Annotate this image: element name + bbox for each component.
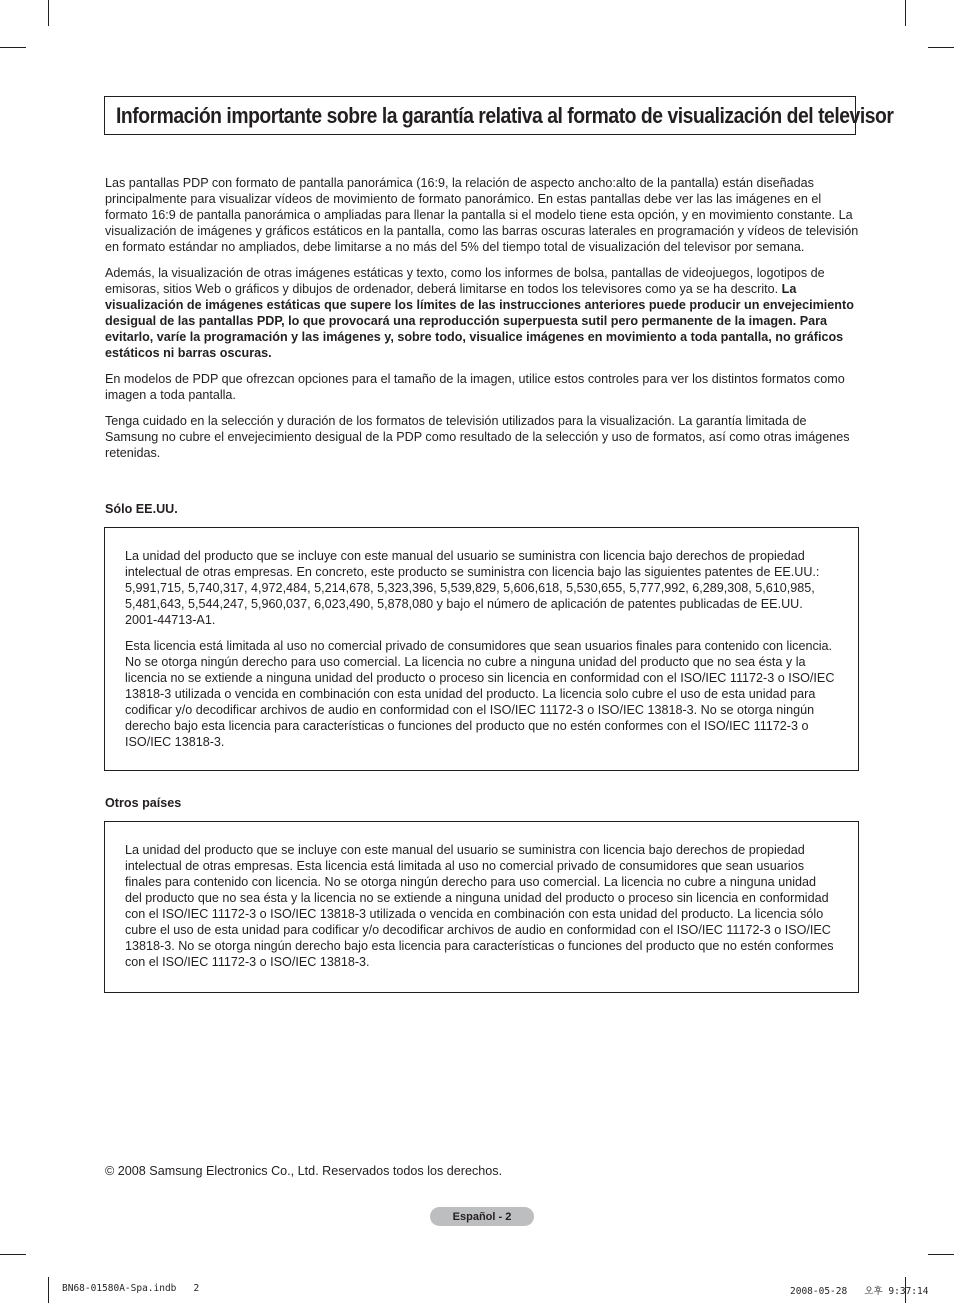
title-box <box>104 96 894 135</box>
footer-timestamp: 2008-05-28 오후 9:37:14 <box>790 1286 929 1297</box>
us-license-box <box>104 527 859 771</box>
us-license-paragraph-1: La unidad del producto que se incluye con este manual del usuario se suministra con licencia bajo derechos de propiedad intelectual de otras empresas. En concreto, este producto se suministra con licencia bajo las siguientes patentes de EE.UU.: 5,991,715, 5,740,317, 4,972,484, 5,214,678, 5,323,396, 5,539,829, 5,606,618, 5,530,655, 5,777,992, 6,289,308, 5,610,985, 5,481,643, 5,544,247, 5,960,037, 6,023,490, 5,878,080 y bajo el número de aplicación de patentes publicadas de EE.UU. 2001-44713-A1. <box>125 549 820 627</box>
other-license-paragraph: La unidad del producto que se incluye con este manual del usuario se suministra con licencia bajo derechos de propiedad intelectual de otras empresas. Esta licencia está limitada al uso no comercial privado de consumidores que sean usuarios finales para contenido con licencia. No se otorga ningún derecho para uso comercial. La licencia no cubre a ninguna unidad del producto que no sea ésta y la licencia no se extiende a ninguna unidad del producto o proceso sin licencia en conformidad con el ISO/IEC 11172-3 o ISO/IEC 13818-3 utilizada o vencida en combinación con esta unidad del producto. La licencia sólo cubre el uso de esta unidad para codificar y/o decodificar archivos de audio en conformidad con el ISO/IEC 11172-3 o ISO/IEC 13818-3. No se otorga ningún derecho bajo esta licencia para características o funciones del producto que no estén conformes con el ISO/IEC 11172-3 o ISO/IEC 13818-3. <box>125 843 834 969</box>
warning-text: La visualización de imágenes estáticas que supere los límites de las instrucciones anteriores puede producir un envejecimiento desigual de las pantallas PDP, lo que provocará una reproducción superpuesta sutil pero permanente de la imagen. Para evitarlo, varíe la programación y las imágenes y, sobre todo, visualice imágenes en movimiento a toda pantalla, no gráficos estáticos ni barras oscuras. <box>105 282 854 360</box>
page-number-badge <box>430 1207 534 1226</box>
page-number-label: Español - 2 <box>452 1210 512 1223</box>
intro-paragraph-3: En modelos de PDP que ofrezcan opciones para el tamaño de la imagen, utilice estos controles para ver los distintos formatos como imagen a toda pantalla. <box>105 372 845 402</box>
crop-mark <box>48 1277 49 1303</box>
intro-paragraph-2-text: Además, la visualización de otras imágenes estáticas y texto, como los informes de bolsa, pantallas de videojuegos, logotipos de emisoras, sitios Web o gráficos y dibujos de ordenador, deberá limitarse en todos los televisores como ya se ha descrito. <box>105 266 825 296</box>
intro-paragraph-4: Tenga cuidado en la selección y duración de los formatos de televisión utilizados para la visualización. La garantía limitada de Samsung no cubre el envejecimiento desigual de la PDP como resultado de la selección y uso de formatos, así como otras imágenes retenidas. <box>105 414 850 460</box>
other-section-heading: Otros países <box>105 796 182 810</box>
copyright-notice: © 2008 Samsung Electronics Co., Ltd. Reservados todos los derechos. <box>105 1164 503 1178</box>
crop-mark <box>928 47 954 48</box>
crop-mark <box>0 47 26 48</box>
page-title: Información importante sobre la garantía relativa al formato de visualización del televisor <box>116 102 894 128</box>
footer-file-name: BN68-01580A-Spa.indb 2 <box>62 1283 200 1294</box>
intro-text <box>105 175 859 471</box>
other-license-box <box>104 821 859 993</box>
crop-mark <box>48 0 49 26</box>
crop-mark <box>0 1254 26 1255</box>
us-license-paragraph-2: Esta licencia está limitada al uso no comercial privado de consumidores que sean usuarios finales para contenido con licencia. No se otorga ningún derecho para uso comercial. La licencia no cubre a ninguna unidad del producto que no sea ésta y la licencia no se extiende a ninguna unidad del producto o proceso sin licencia en conformidad con el ISO/IEC 11172-3 o ISO/IEC 13818-3 utilizada o vencida en combinación con esta unidad del producto. La licencia solo cubre el uso de esta unidad para codificar y/o decodificar archivos de audio en conformidad con el ISO/IEC 11172-3 o ISO/IEC 13818-3. No se otorga ningún derecho bajo esta licencia para características o funciones del producto que no estén conformes con el ISO/IEC 11172-3 o ISO/IEC 13818-3. <box>125 639 835 749</box>
crop-mark <box>928 1254 954 1255</box>
intro-paragraph-2 <box>105 265 859 361</box>
crop-mark <box>905 0 906 26</box>
us-section-heading: Sólo EE.UU. <box>105 502 178 516</box>
intro-paragraph-1: Las pantallas PDP con formato de pantalla panorámica (16:9, la relación de aspecto ancho:alto de la pantalla) están diseñadas principalmente para visualizar vídeos de movimiento de formato panorámico. En estas pantallas debe ver las las imágenes en el formato 16:9 de pantalla panorámica o ampliadas para llenar la pantalla si el modelo tiene esta opción, y en movimiento constante. La visualización de imágenes y gráficos estáticos en la pantalla, como las barras oscuras laterales en programación y vídeos de televisión en formato estándar no ampliados, debe limitarse a no más del 5% del tiempo total de visualización del televisor por semana. <box>105 176 859 254</box>
